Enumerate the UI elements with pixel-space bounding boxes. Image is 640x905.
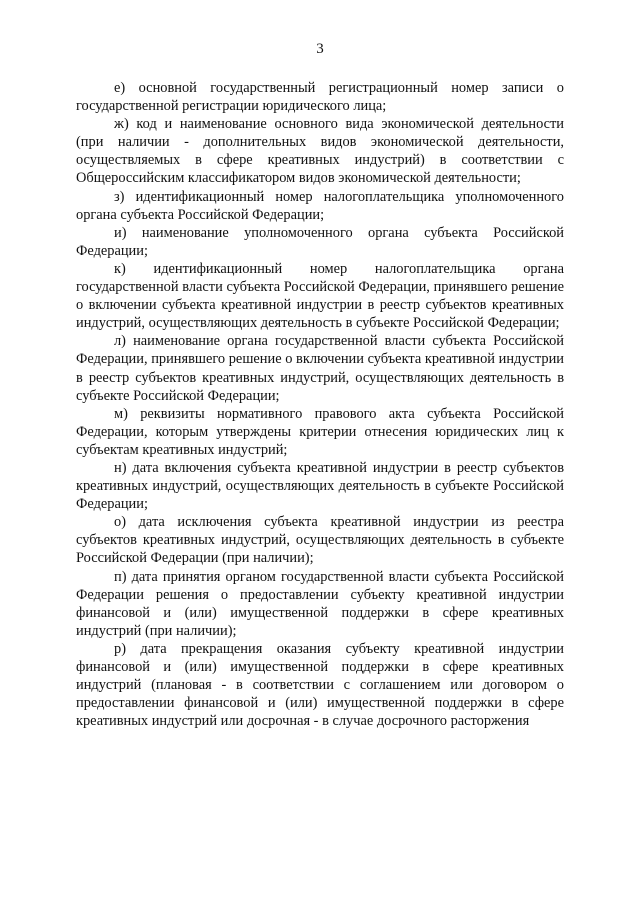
- page-number: 3: [316, 41, 324, 57]
- list-item-i: и) наименование уполномоченного органа субъекта Российской Федерации;: [76, 224, 564, 259]
- list-item-r: р) дата прекращения оказания субъекту креативной индустрии финансовой и (или) имущественной поддержки в сфере креативных индустрий (плановая - в соответствии с соглашением или договором о предоставлении финансовой и (или) имущественной поддержки в сфере креативных индустрий или досрочная - в случае досрочного расторжения: [76, 640, 564, 730]
- list-item-z: з) идентификационный номер налогоплательщика уполномоченного органа субъекта Российской Федерации;: [76, 188, 564, 223]
- document-body: [76, 79, 564, 730]
- list-item-e: е) основной государственный регистрационный номер записи о государственной регистрации юридического лица;: [76, 80, 564, 115]
- list-item-k: к) идентификационный номер налогоплательщика органа государственной власти субъекта Российской Федерации, принявшего решение о включении субъекта креативной индустрии в реестр субъектов креативных индустрий, осуществляющих деятельность в субъекте Российской Федерации;: [76, 260, 564, 332]
- list-item-zh: ж) код и наименование основного вида экономической деятельности (при наличии - дополнительных видов экономической деятельности, осуществляемых в сфере креативных индустрий) в соответствии с Общероссийским классификатором видов экономической деятельности;: [76, 116, 564, 187]
- list-item-l: л) наименование органа государственной власти субъекта Российской Федерации, принявшего решение о включении субъекта креативной индустрии в реестр субъектов креативных индустрий, осуществляющих деятельность в субъекте Российской Федерации;: [76, 333, 564, 404]
- list-item-o: о) дата исключения субъекта креативной индустрии из реестра субъектов креативных индустрий, осуществляющих деятельность в субъекте Российской Федерации (при наличии);: [76, 514, 564, 567]
- list-item-m: м) реквизиты нормативного правового акта субъекта Российской Федерации, которым утверждены критерии отнесения юридических лиц к субъектам креативных индустрий;: [76, 405, 564, 458]
- list-item-n: н) дата включения субъекта креативной индустрии в реестр субъектов креативных индустрий, осуществляющих деятельность в субъекте Российской Федерации;: [76, 459, 564, 513]
- list-item-p: п) дата принятия органом государственной власти субъекта Российской Федерации решения о предоставлении субъекту креативной индустрии финансовой и (или) имущественной поддержки в сфере креативных индустрий (при наличии);: [76, 568, 564, 639]
